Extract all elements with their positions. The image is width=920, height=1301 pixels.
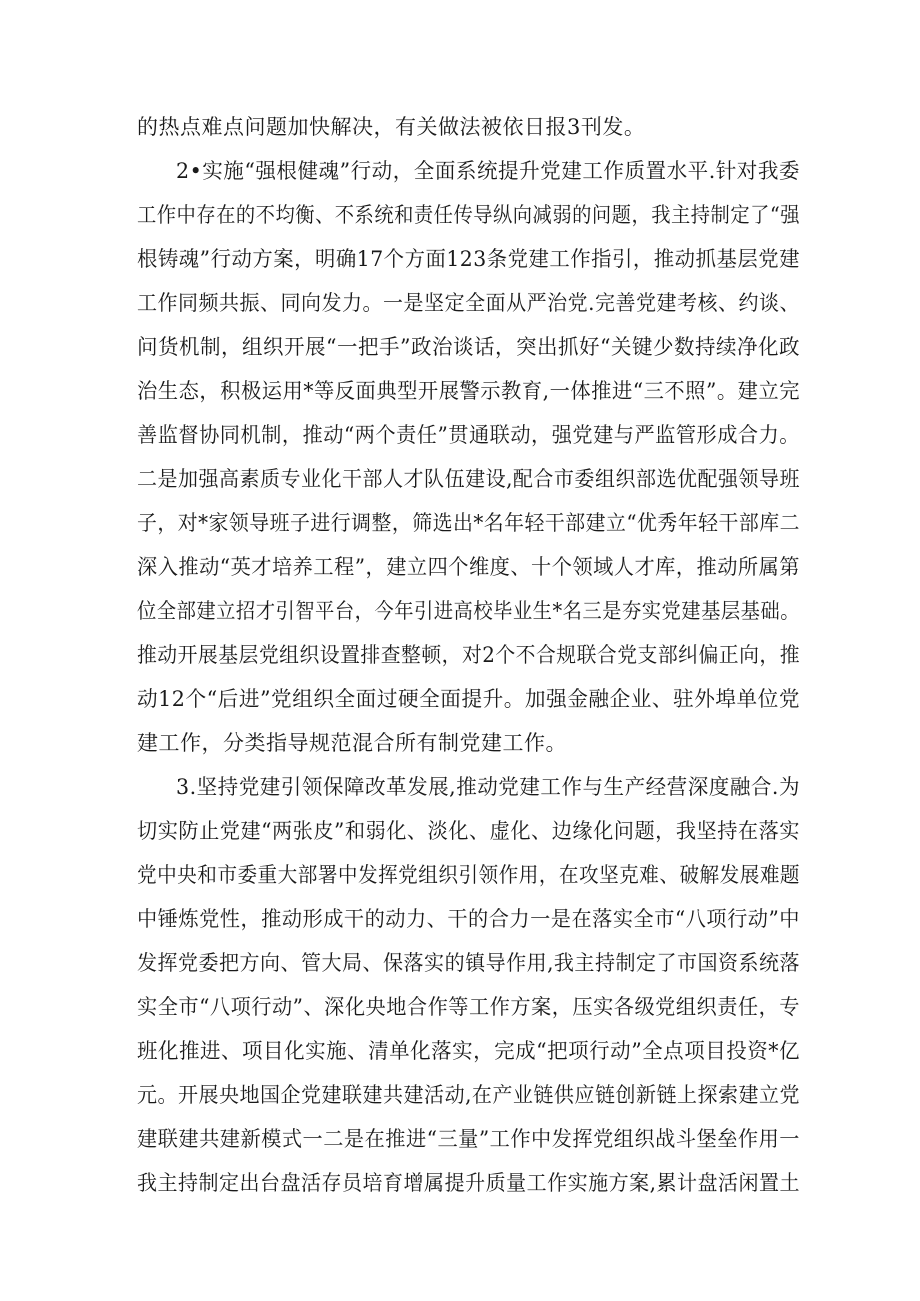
text-line-23: 元。开展央地国企党建联建共建活动,在产业链供应链创新链上探索建立党: [137, 1083, 800, 1107]
text-line-4: 根铸魂”行动方案，明确17个方面123条党建工作指引，推动抓基层党建: [137, 247, 800, 271]
text-line-25: 我主持制定出台盘活存员培育增属提升质量工作实施方案,累计盘活闲置土: [137, 1171, 800, 1195]
text-line-21: 实全市“八项行动”、深化央地合作等工作方案，压实各级党组织责任，专: [137, 995, 800, 1019]
text-line-15: 建工作，分类指导规范混合所有制党建工作。: [137, 731, 567, 755]
text-line-8: 善监督协同机制，推动“两个责任”贯通联动，强党建与严监管形成合力。: [137, 423, 800, 447]
text-line-11: 深入推动“英才培养工程”，建立四个维度、十个领域人才库，推动所属第: [137, 555, 800, 579]
text-line-6: 问货机制，组织开展“一把手”政治谈话，突出抓好“关键少数持续净化政: [137, 335, 800, 359]
text-line-17: 切实防止党建“两张皮”和弱化、淡化、虚化、边缘化问题，我坚持在落实: [137, 819, 800, 843]
text-line-20: 发挥党委把方向、管大局、保落实的镇导作用,我主持制定了市国资系统落: [137, 951, 800, 975]
text-line-24: 建联建共建新模式一二是在推进“三量”工作中发挥党组织战斗堡垒作用一: [137, 1127, 800, 1151]
text-line-12: 位全部建立招才引智平台，今年引进高校毕业生*名三是夯实党建基层基础。: [137, 599, 800, 623]
text-line-7: 治生态，积极运用*等反面典型开展警示教育,一体推进“三不照”。建立完: [137, 379, 800, 403]
text-line-13: 推动开展基层党组织设置排查整顿，对2个不合规联合党支部纠偏正向，推: [137, 643, 800, 667]
text-line-2: 2•实施“强根健魂”行动，全面系统提升党建工作质置水平.针对我委: [176, 159, 800, 183]
text-line-3: 工作中存在的不均衡、不系统和责任传导纵向减弱的问题，我主持制定了“强: [137, 203, 800, 227]
text-line-16: 3.坚持党建引领保障改革发展,推动党建工作与生产经营深度融合.为: [176, 775, 800, 799]
text-line-1: 的热点难点问题加快解决，有关做法被依日报3刊发。: [137, 115, 646, 139]
text-line-5: 工作同频共振、同向发力。一是坚定全面从严治党.完善党建考核、约谈、: [137, 291, 800, 315]
text-line-10: 子，对*家领导班子进行调整，筛选出*名年轻干部建立“优秀年轻干部库二: [137, 511, 800, 535]
text-line-19: 中锤炼党性，推动形成干的动力、干的合力一是在落实全市“八项行动”中: [137, 907, 800, 931]
text-line-18: 党中央和市委重大部署中发挥党组织引领作用，在攻坚克难、破解发展难题: [137, 863, 800, 887]
text-line-9: 二是加强高素质专业化干部人才队伍建设,配合市委组织部选优配强领导班: [137, 467, 800, 491]
text-line-14: 动12个“后进”党组织全面过硬全面提升。加强金融企业、驻外埠单位党: [137, 687, 800, 711]
text-line-22: 班化推进、项目化实施、清单化落实，完成“把项行动”全点项目投资*亿: [137, 1039, 800, 1063]
